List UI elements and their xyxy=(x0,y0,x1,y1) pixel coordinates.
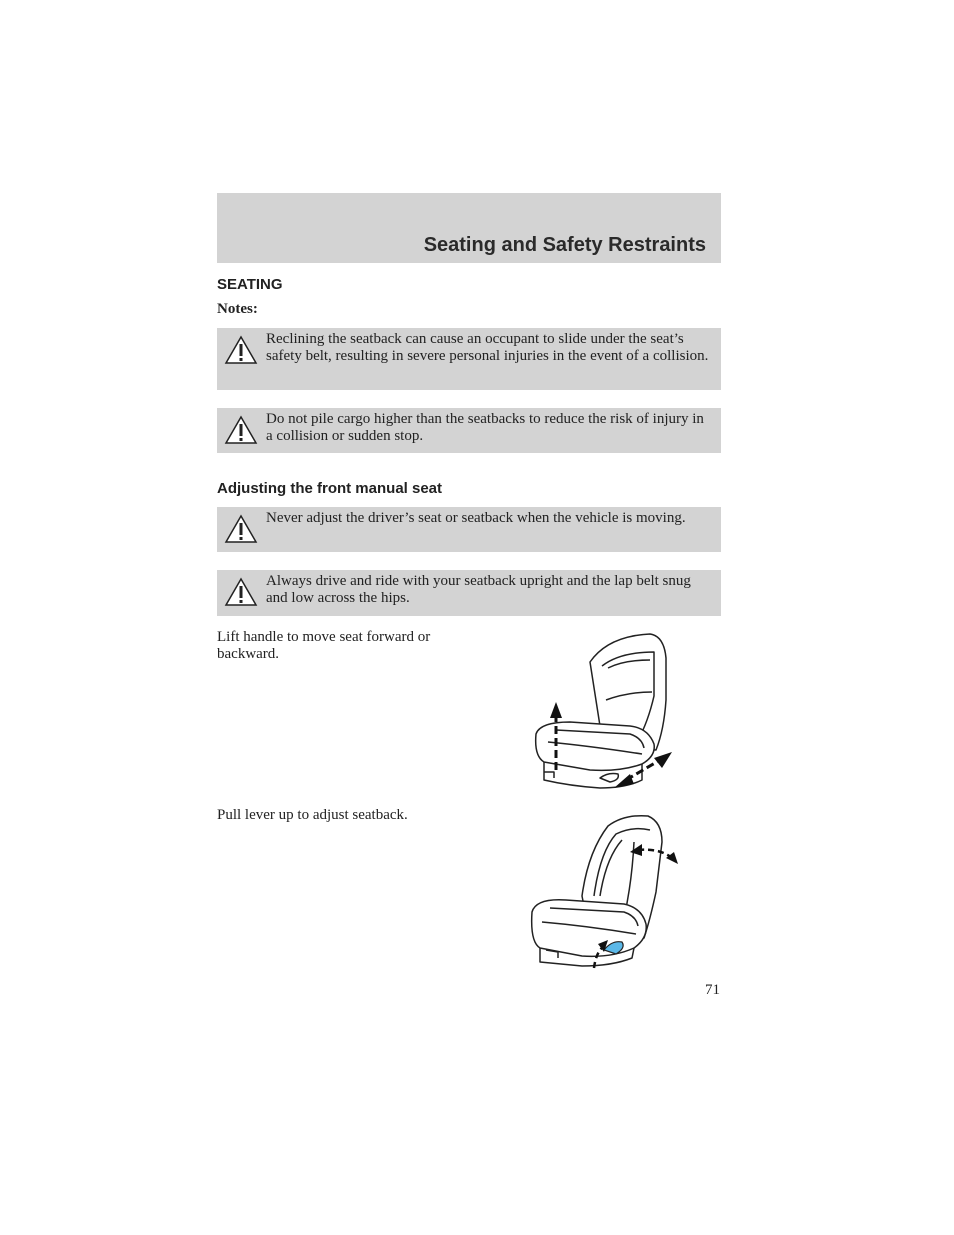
warning-triangle-icon xyxy=(224,514,258,544)
warning-text: Do not pile cargo higher than the seatbacks to reduce the risk of injury in a collision or sudden stop. xyxy=(266,411,704,444)
seat-fore-aft-illustration xyxy=(530,630,680,795)
warning-box xyxy=(217,570,721,616)
chapter-header xyxy=(217,193,721,263)
warning-triangle-icon xyxy=(224,335,258,365)
instruction-text: Pull lever up to adjust seatback. xyxy=(217,807,408,823)
warning-triangle-icon xyxy=(224,415,258,445)
subsection-title: Adjusting the front manual seat xyxy=(217,480,443,497)
notes-label: Notes: xyxy=(217,301,258,317)
warning-box xyxy=(217,408,721,453)
warning-box xyxy=(217,507,721,552)
warning-box xyxy=(217,328,721,390)
chapter-title: Seating and Safety Restraints xyxy=(423,234,706,256)
seatback-recline-illustration xyxy=(528,812,680,972)
warning-text: Always drive and ride with your seatback upright and the lap belt snug and low across the hips. xyxy=(266,573,691,606)
warning-triangle-icon xyxy=(224,577,258,607)
instruction-text: Lift handle to move seat forward or backward. xyxy=(217,629,431,662)
section-title: SEATING xyxy=(217,276,283,293)
warning-text: Reclining the seatback can cause an occupant to slide under the seat’s safety belt, resulting in severe personal injuries in the event of a collision. xyxy=(266,331,709,364)
page-number: 71 xyxy=(705,982,720,998)
warning-text: Never adjust the driver’s seat or seatback when the vehicle is moving. xyxy=(266,510,686,526)
